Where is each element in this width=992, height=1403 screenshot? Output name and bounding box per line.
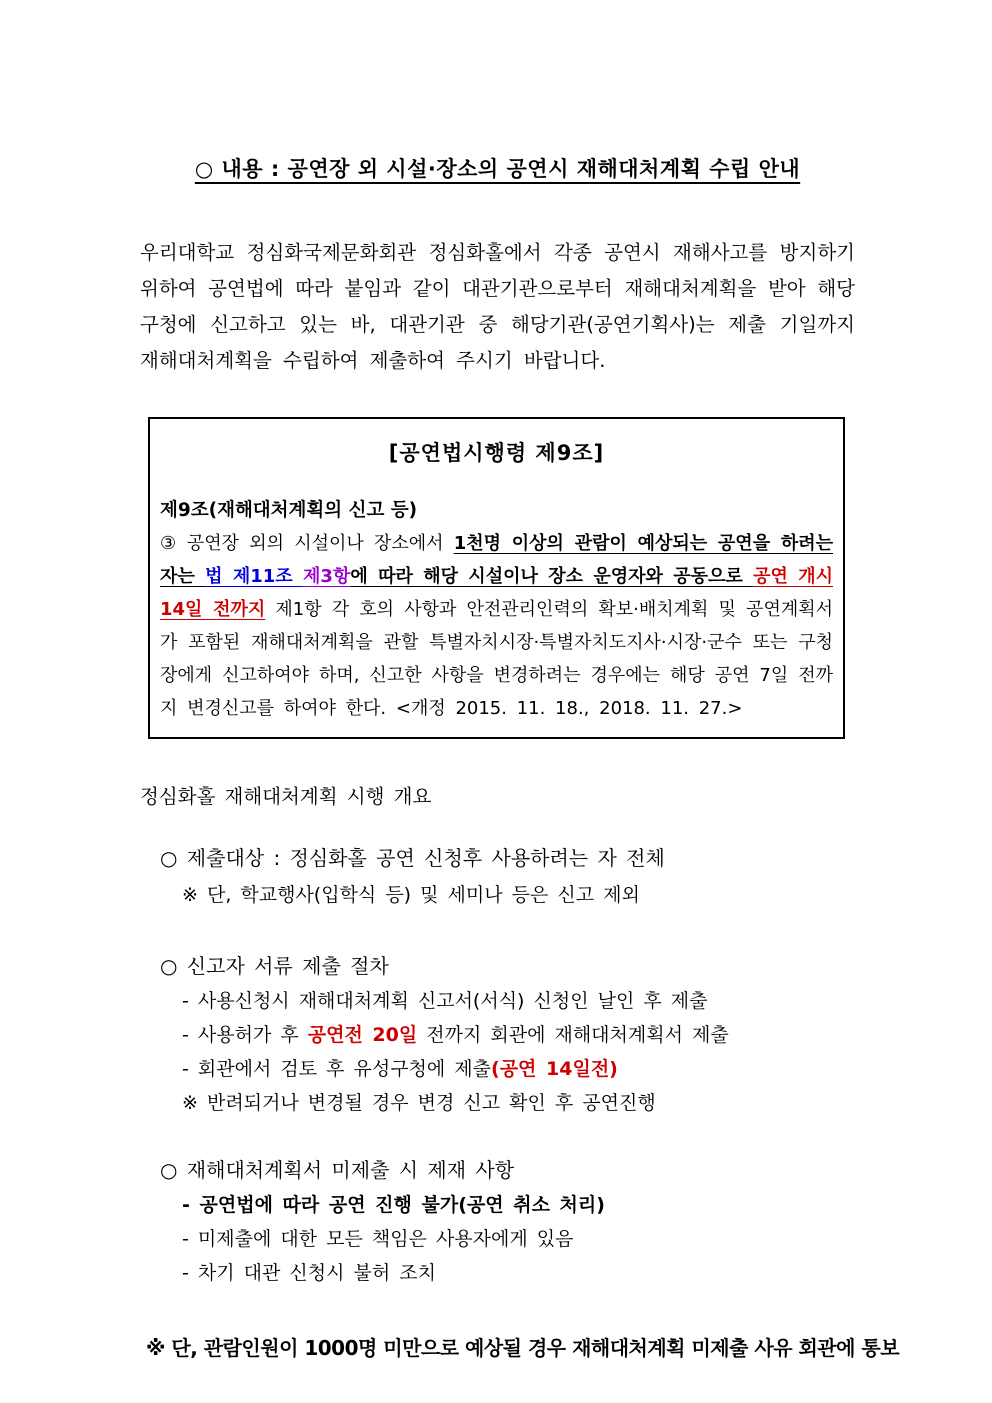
footer-note: ※ 단, 관람인원이 1000명 미만으로 예상될 경우 재해대처계획 미제출 사유 회관에 통보 [146, 1336, 900, 1360]
clause-emphasis-red: 공연 개시 14일 전까지 [160, 566, 834, 620]
clause-emphasis-purple: 제3항 [303, 566, 351, 587]
page-title: ○ 내용 : 공연장 외 시설·장소의 공연시 재해대처계획 수립 안내 [194, 157, 801, 181]
sanctions-item-3: - 차기 대관 신청시 불허 조치 [182, 1262, 436, 1284]
intro-paragraph: 우리대학교 정심화국제문화회관 정심화홀에서 각종 공연시 재해사고를 방지하기 위하여 공연법에 따라 붙임과 같이 대관기관으로부터 재해대처계획을 받아 해당 구청에 신고하고 있는 바, 대관기관 중 해당기관(공연기획사)는 제출 기일까지 재해대처계획을 수립하여 제출하여 주시기 바랍니다. [140, 241, 855, 372]
sanctions-item-2: - 미제출에 대한 모든 책임은 사용자에게 있음 [182, 1228, 574, 1250]
procedure-note: ※ 반려되거나 변경될 경우 변경 신고 확인 후 공연진행 [182, 1092, 656, 1114]
clause-rest: 제1항 각 호의 사항과 안전관리인력의 확보·배치계획 및 공연계획서가 포함된 재해대처계획을 관할 특별자치시장·특별자치도지사·시장·군수 또는 구청장에게 신고하여야 하며, 신고한 사항을 변경하려는 경우에는 해당 공연 7일 전까지 변경신고를 하여야 한다. <개정 2015. 11. 18., 2018. 11. 27.> [160, 599, 833, 719]
document-content [0, 153, 992, 1361]
submission-target-note: ※ 단, 학교행사(입학식 등) 및 세미나 등은 신고 제외 [182, 884, 640, 906]
clause-emphasis-black-2: 에 따라 해당 시설이나 장소 운영자와 공동으로 [350, 566, 754, 587]
clause-prefix: ③ 공연장 외의 시설이나 장소에서 [160, 533, 454, 554]
overview-heading: 정심화홀 재해대처계획 시행 개요 [140, 785, 432, 808]
procedure-item-1: - 사용신청시 재해대처계획 신고서(서식) 신청인 날인 후 제출 [182, 990, 708, 1012]
law-box-heading: [공연법시행령 제9조] [388, 441, 605, 465]
law-clause-paragraph [160, 527, 833, 725]
procedure-item-2 [140, 1023, 855, 1047]
law-reference-box [148, 417, 845, 739]
sanctions-header: ○ 재해대처계획서 미제출 시 제재 사항 [160, 1158, 515, 1182]
procedure-item-3-pre: - 회관에서 검토 후 유성구청에 제출 [182, 1058, 492, 1080]
sanctions-item-1: - 공연법에 따라 공연 진행 불가(공연 취소 처리) [182, 1194, 605, 1216]
procedure-item-2-deadline: 공연전 20일 [307, 1024, 418, 1046]
procedure-header: ○ 신고자 서류 제출 절차 [160, 954, 389, 978]
law-article-title: 제9조(재해대처계획의 신고 등) [160, 500, 418, 521]
clause-emphasis-blue: 법 제11조 [205, 566, 304, 587]
procedure-item-2-post: 전까지 회관에 재해대처계획서 제출 [417, 1024, 729, 1046]
submission-target-header: ○ 제출대상 : 정심화홀 공연 신청후 사용하려는 자 전체 [160, 846, 665, 870]
procedure-item-3-deadline: (공연 14일전) [491, 1058, 618, 1080]
clause-emphasis-black-1: 1천명 이상의 관람이 예상되는 공연을 하려는 자는 [160, 533, 833, 587]
procedure-item-2-pre: - 사용허가 후 [182, 1024, 308, 1046]
procedure-item-3 [140, 1057, 855, 1081]
